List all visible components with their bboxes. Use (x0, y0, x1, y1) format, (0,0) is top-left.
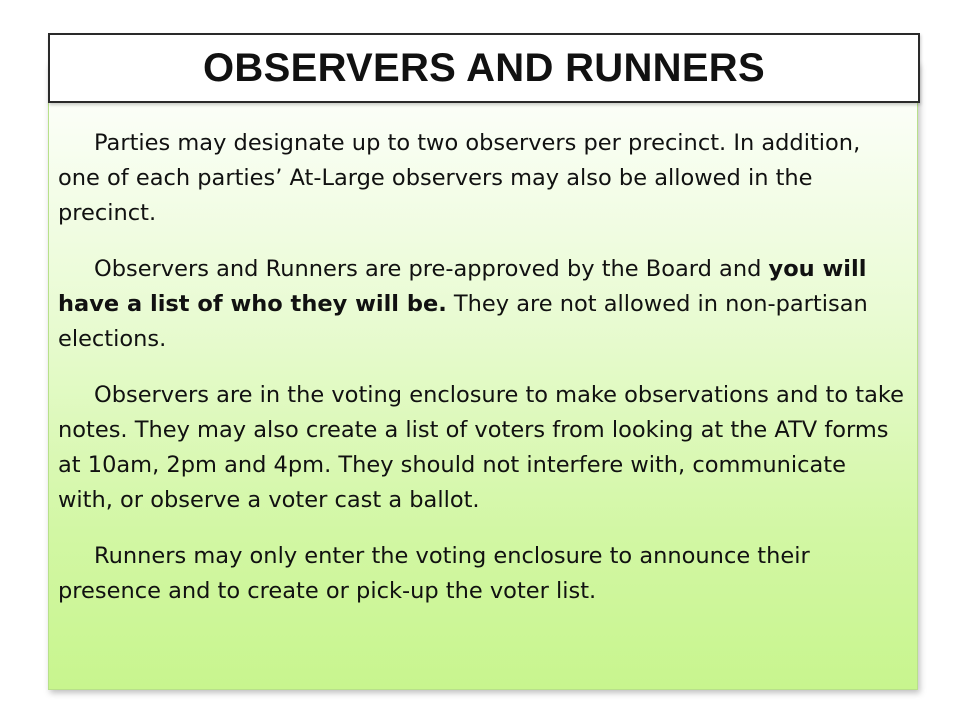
paragraph-observers-designation: Parties may designate up to two observers per precinct. In addition, one of each parties’ At-Large observers may also be allowed in the precinct. (58, 130, 861, 226)
paragraph-runners: Runners may only enter the voting enclosure to announce their presence and to create or pick-up the voter list. (58, 543, 810, 604)
paragraph-pre-approval-rest: They are not allowed in non-partisan elections. (58, 291, 868, 352)
title-box (48, 33, 920, 103)
body-text (58, 126, 906, 609)
paragraph-pre-approval (58, 252, 906, 357)
slide-title: OBSERVERS AND RUNNERS (203, 45, 765, 90)
paragraph-pre-approval-intro: Observers and Runners are pre-approved by the Board and (94, 256, 769, 282)
paragraph-observer-duties: Observers are in the voting enclosure to make observations and to take notes. They may also create a list of voters from looking at the ATV forms at 10am, 2pm and 4pm. They should not interfere with, communicate with, or observe a voter cast a ballot. (58, 382, 904, 513)
paragraph-pre-approval-emphasis: you will have a list of who they will be. (58, 256, 867, 317)
